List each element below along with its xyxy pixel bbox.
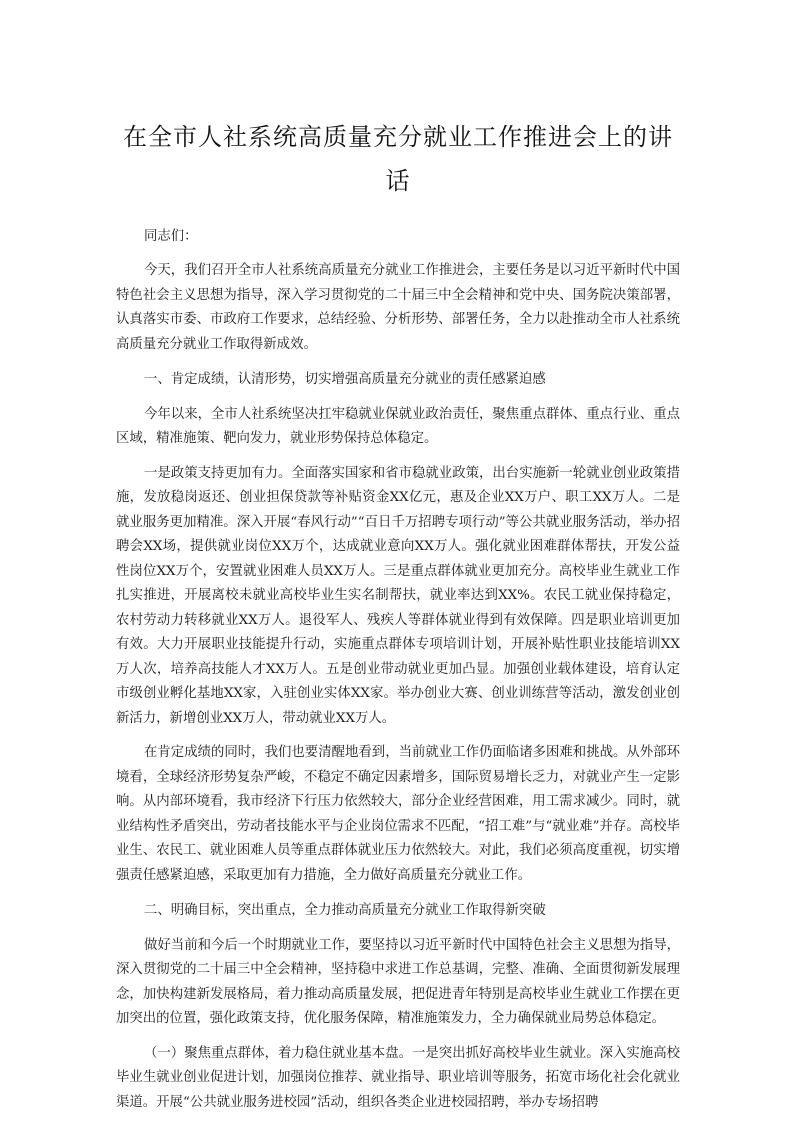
document-page bbox=[116, 0, 680, 1115]
body-paragraph: 今天，我们召开全市人社系统高质量充分就业工作推进会，主要任务是以习近平新时代中国特色社会主义思想为指导，深入学习贯彻党的二十届三中全会精神和党中央、国务院决策部署，认真落实市委、市政府工作要求，总结经验、分析形势、部署任务，全力以赴推动全市人社系统高质量充分就业工作取得新成效。 bbox=[116, 263, 680, 352]
body-paragraph: 做好当前和今后一个时期就业工作，要坚持以习近平新时代中国特色社会主义思想为指导，深入贯彻党的二十届三中全会精神，坚持稳中求进工作总基调，完整、准确、全面贯彻新发展理念，加快构建新发展格局，着力推动高质量发展，把促进青年特别是高校毕业生就业工作摆在更加突出的位置，强化政策支持，优化服务保障，精准施策发力，全力确保就业局势总体稳定。 bbox=[116, 937, 680, 1026]
body-paragraph: 今年以来，全市人社系统坚决扛牢稳就业保就业政治责任，聚焦重点群体、重点行业、重点区域，精准施策、靶向发力，就业形势保持总体稳定。 bbox=[116, 406, 680, 446]
body-paragraph: 一是政策支持更加有力。全面落实国家和省市稳就业政策，出台实施新一轮就业创业政策措施，发放稳岗返还、创业担保贷款等补贴资金XX亿元，惠及企业XX万户、职工XX万人。二是就业服务更加精准。深入开展“春风行动”“百日千万招聘专项行动”等公共就业服务活动，举办招聘会XX场，提供就业岗位XX万个，达成就业意向XX万人。强化就业困难群体帮扶，开发公益性岗位XX万个，安置就业困难人员XX万人。三是重点群体就业更加充分。高校毕业生就业工作扎实推进，开展离校未就业高校毕业生实名制帮扶，就业率达到XX%。农民工就业保持稳定，农村劳动力转移就业XX万人。退役军人、残疾人等群体就业得到有效保障。四是职业培训更加有效。大力开展职业技能提升行动，实施重点群体专项培训计划，开展补贴性职业技能培训XX万人次，培养高技能人才XX万人。五是创业带动就业更加凸显。加强创业载体建设，培育认定市级创业孵化基地XX家，入驻创业实体XX家。举办创业大赛、创业训练营等活动，激发创业创新活力，新增创业XX万人，带动就业XX万人。 bbox=[116, 465, 680, 726]
section-heading: 一、肯定成绩，认清形势，切实增强高质量充分就业的责任感紧迫感 bbox=[144, 372, 546, 387]
salutation: 同志们： bbox=[144, 229, 198, 244]
body-paragraph: 在肯定成绩的同时，我们也要清醒地看到，当前就业工作仍面临诸多困难和挑战。从外部环境看，全球经济形势复杂严峻，不稳定不确定因素增多，国际贸易增长乏力，对就业产生一定影响。从内部环境看，我市经济下行压力依然较大，部分企业经营困难，用工需求减少。同时，就业结构性矛盾突出，劳动者技能水平与企业岗位需求不匹配，“招工难”与“就业难”并存。高校毕业生、农民工、就业困难人员等重点群体就业压力依然较大。对此，我们必须高度重视，切实增强责任感紧迫感，采取更加有力措施，全力做好高质量充分就业工作。 bbox=[116, 745, 680, 883]
section-heading: 二、明确目标，突出重点，全力推动高质量充分就业工作取得新突破 bbox=[144, 903, 546, 918]
document-body bbox=[116, 259, 680, 1115]
document-title: 在全市人社系统高质量充分就业工作推进会上的讲话 bbox=[123, 123, 673, 195]
body-paragraph: （一）聚焦重点群体，着力稳住就业基本盘。一是突出抓好高校毕业生就业。深入实施高校毕业生就业创业促进计划，加强岗位推荐、就业指导、职业培训等服务，拓宽市场化社会化就业渠道。开展“公共就业服务进校园”活动，组织各类企业进校园招聘，举办专场招聘 bbox=[116, 1045, 680, 1110]
